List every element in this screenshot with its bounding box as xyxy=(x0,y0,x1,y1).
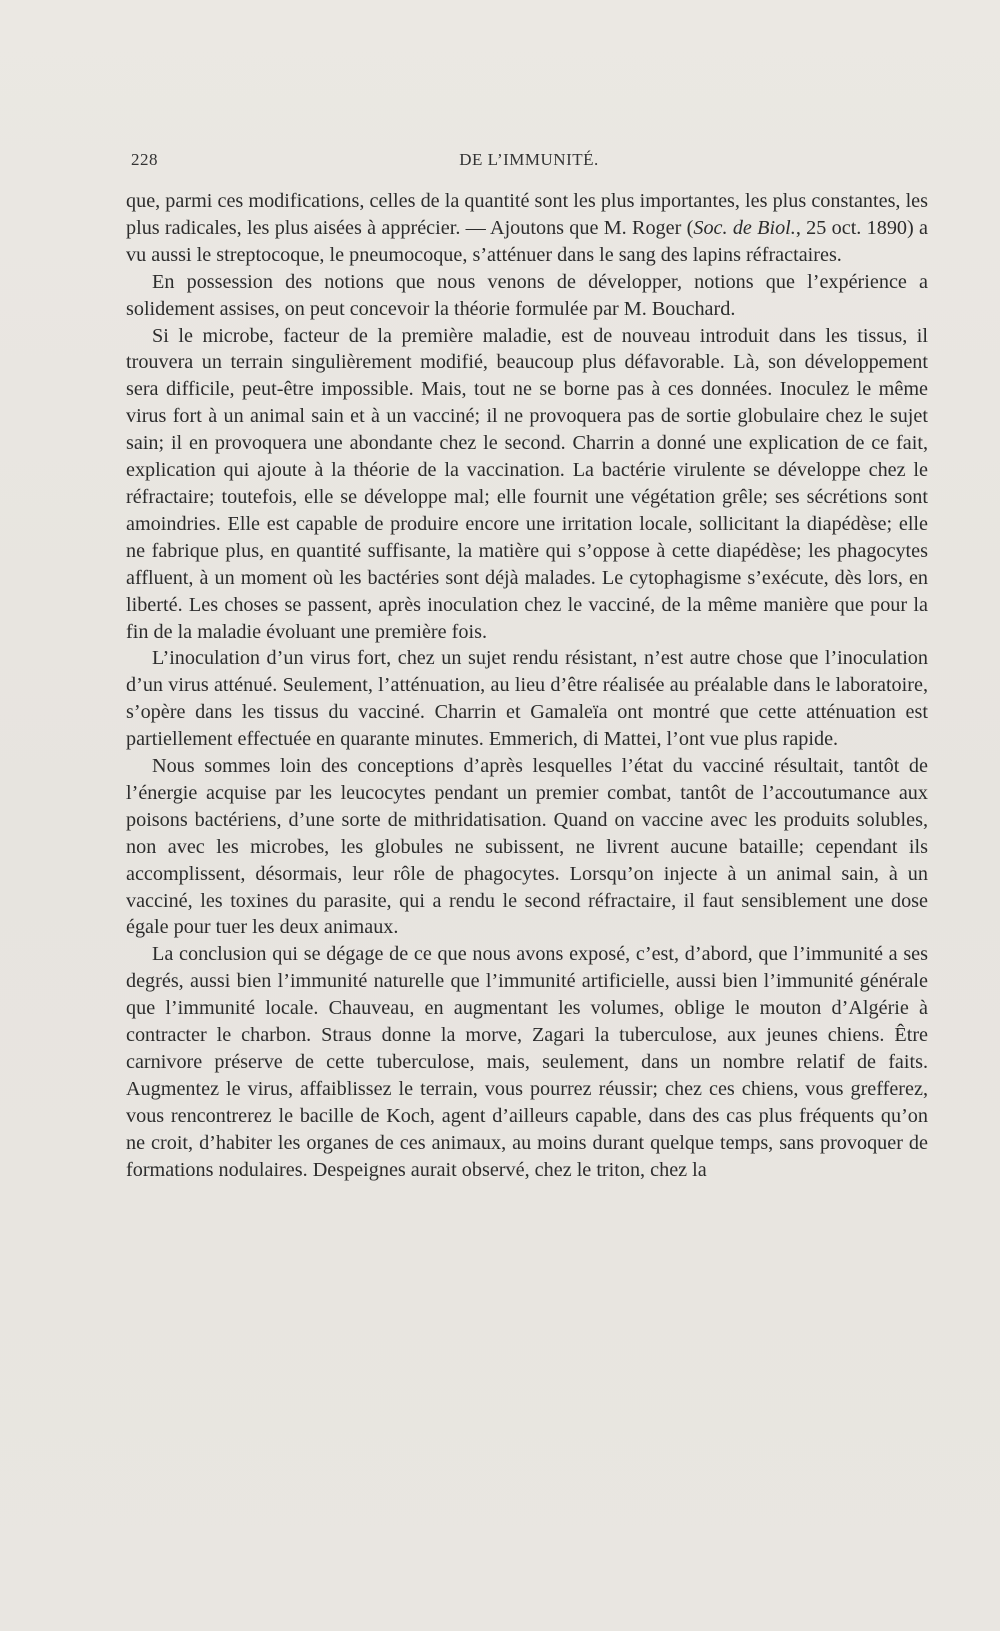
paragraph-6: La conclusion qui se dégage de ce que nous avons exposé, c’est, d’abord, que l’immunité a ses degrés, aussi bien l’immunité naturelle que l’immunité artificielle, aussi bien l’immunité générale que l’immunité locale. Chauveau, en augmentant les volumes, oblige le mouton d’Algérie à contracter le charbon. Straus donne la morve, Zagari la tuberculose, aux jeunes chiens. Être carnivore préserve de cette tuberculose, mais, seulement, dans un nombre relatif de faits. Augmentez le virus, affaiblissez le terrain, vous pourrez réussir; chez ces chiens, vous grefferez, vous rencontrerez le bacille de Koch, agent d’ailleurs capable, dans des cas plus fréquents qu’on ne croit, d’habiter les organes de ces animaux, au moins durant quelque temps, sans provoquer de formations nodulaires. Despeignes aurait observé, chez le triton, chez la xyxy=(126,943,928,1181)
running-head: DE L’IMMUNITÉ. xyxy=(459,150,599,169)
paragraph-1-text-a: que, parmi ces modifications, celles de la quantité sont les plus importantes, les plus constantes, les plus radicales, les plus aisées à apprécier. — Ajoutons que M. Roger ( xyxy=(126,190,928,239)
paragraph-1-text-b: , 25 oct. 1890) a vu aussi le streptocoque, le pneumocoque, s’atténuer dans le sang des lapins réfractaires. xyxy=(126,216,928,266)
paragraph-3: Si le microbe, facteur de la première maladie, est de nouveau introduit dans les tissus, il trouvera un terrain singulièrement modifié, beaucoup plus défavorable. Là, son développement sera difficile, peut-être impossible. Mais, tout ne se borne pas à ces données. Inoculez le même virus fort à un animal sain et à un vacciné; il ne provoquera pas de sortie globulaire chez le sujet sain; il en provoquera une abondante chez le second. Charrin a donné une explication de ce fait, explication qui ajoute à la théorie de la vaccination. La bactérie virulente se développe chez le réfractaire; toutefois, elle se développe mal; elle fournit une végétation grêle; ses sécrétions sont amoindries. Elle est capable de produire encore une irritation locale, sollicitant la diapédèse; elle ne fabrique plus, en quantité suffisante, la matière qui s’oppose à cette diapédèse; les phagocytes affluent, à un moment où les bactéries sont déjà malades. Le cytophagisme s’exécute, dès lors, en liberté. Les choses se passent, après inoculation chez le vacciné, de la même manière que pour la fin de la maladie évoluant une première fois. xyxy=(126,324,928,643)
paragraph-4: L’inoculation d’un virus fort, chez un sujet rendu résistant, n’est autre chose que l’inoculation d’un virus atténué. Seulement, l’atténuation, au lieu d’être réalisée au préalable dans le laboratoire, s’opère dans les tissus du vacciné. Charrin et Gamaleïa ont montré que cette atténuation est partiellement effectuée en quarante minutes. Emmerich, di Mattei, l’ont vue plus rapide. xyxy=(126,647,928,751)
page-header xyxy=(131,150,927,178)
paragraph-2: En possession des notions que nous venons de développer, notions que l’expérience a solidement assises, on peut concevoir la théorie formulée par M. Bouchard. xyxy=(126,270,928,320)
journal-citation: Soc. de Biol. xyxy=(693,216,796,239)
paragraph-5: Nous sommes loin des conceptions d’après lesquelles l’état du vacciné résultait, tantôt de l’énergie acquise par les leucocytes pendant un premier combat, tantôt de l’accoutumance aux poisons bactériens, d’une sorte de mithridatisation. Quand on vaccine avec les produits solubles, non avec les microbes, les globules ne subissent, ne livrent aucune bataille; cependant ils accomplissent, désormais, leur rôle de phagocytes. Lorsqu’on injecte à un animal sain, à un vacciné, les toxines du parasite, qui a rendu le second réfractaire, il faut sensiblement une dose égale pour tuer les deux animaux. xyxy=(126,755,928,939)
paragraph-1 xyxy=(126,188,928,269)
page-number: 228 xyxy=(131,150,158,169)
body-text xyxy=(126,188,928,1184)
